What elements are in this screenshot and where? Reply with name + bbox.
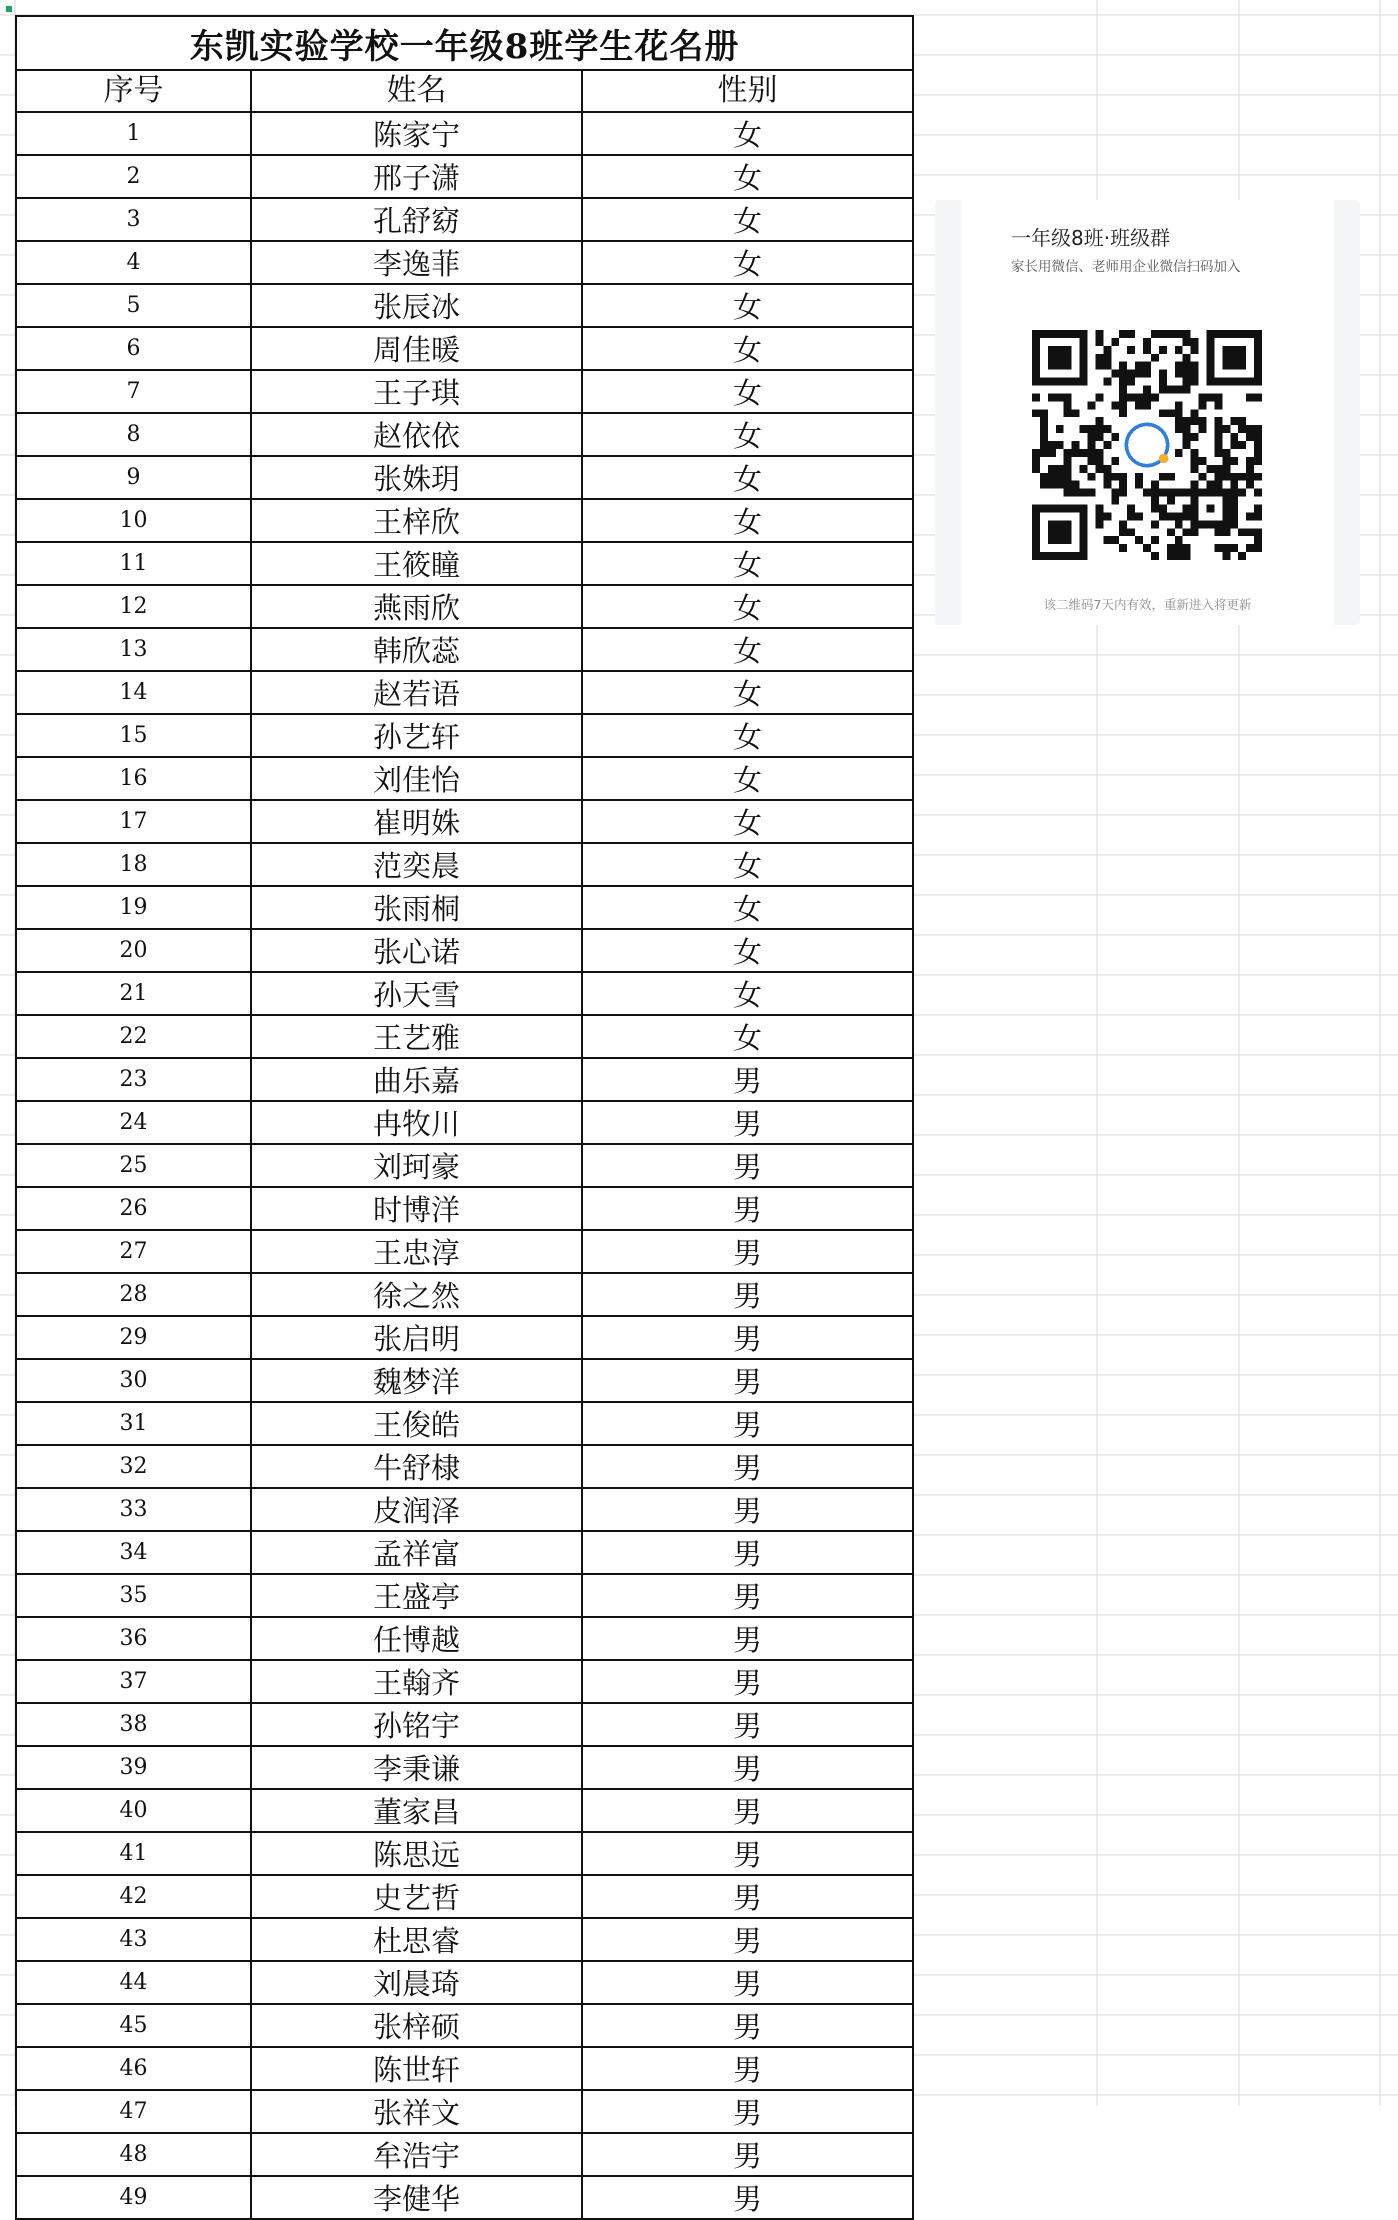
table-row [16, 1359, 913, 1402]
cell-number[interactable]: 10 [16, 499, 251, 542]
cell-name[interactable]: 牛舒棣 [251, 1445, 582, 1488]
cell-gender[interactable]: 男 [582, 1746, 913, 1789]
cell-gender[interactable]: 男 [582, 2004, 913, 2047]
cell-gender[interactable]: 女 [582, 714, 913, 757]
cell-gender[interactable]: 男 [582, 1531, 913, 1574]
table-row [16, 1187, 913, 1230]
cell-name[interactable]: 曲乐嘉 [251, 1058, 582, 1101]
cell-number[interactable]: 3 [16, 198, 251, 241]
cell-name[interactable]: 张祥文 [251, 2090, 582, 2133]
cell-name[interactable]: 张启明 [251, 1316, 582, 1359]
cell-number[interactable]: 13 [16, 628, 251, 671]
cell-gender[interactable]: 男 [582, 1832, 913, 1875]
table-row [16, 1402, 913, 1445]
cell-gender[interactable]: 女 [582, 843, 913, 886]
cell-gender[interactable]: 男 [582, 1488, 913, 1531]
table-row [16, 284, 913, 327]
cell-number[interactable]: 6 [16, 327, 251, 370]
cell-gender[interactable]: 男 [582, 1918, 913, 1961]
cell-name[interactable]: 董家昌 [251, 1789, 582, 1832]
table-row [16, 2004, 913, 2047]
cell-gender[interactable]: 男 [582, 2133, 913, 2176]
cell-name[interactable]: 张姝玥 [251, 456, 582, 499]
cell-number[interactable]: 46 [16, 2047, 251, 2090]
cell-number[interactable]: 32 [16, 1445, 251, 1488]
cell-number[interactable]: 47 [16, 2090, 251, 2133]
cell-number[interactable]: 4 [16, 241, 251, 284]
cell-name[interactable]: 陈世轩 [251, 2047, 582, 2090]
cell-gender[interactable]: 男 [582, 1617, 913, 1660]
cell-name[interactable]: 赵依依 [251, 413, 582, 456]
cell-gender[interactable]: 女 [582, 542, 913, 585]
cell-gender[interactable]: 男 [582, 1144, 913, 1187]
cell-gender[interactable]: 男 [582, 1445, 913, 1488]
cell-name[interactable]: 王忠淳 [251, 1230, 582, 1273]
cell-name[interactable]: 张辰冰 [251, 284, 582, 327]
cell-number[interactable]: 29 [16, 1316, 251, 1359]
table-row [16, 1230, 913, 1273]
cell-gender[interactable]: 女 [582, 155, 913, 198]
cell-number[interactable]: 34 [16, 1531, 251, 1574]
table-row [16, 886, 913, 929]
cell-gender[interactable]: 男 [582, 1703, 913, 1746]
table-row [16, 714, 913, 757]
table-row [16, 327, 913, 370]
table-row [16, 1488, 913, 1531]
cell-number[interactable]: 35 [16, 1574, 251, 1617]
cell-number[interactable]: 48 [16, 2133, 251, 2176]
table-row [16, 843, 913, 886]
header-gender[interactable]: 性别 [582, 70, 913, 112]
table-row [16, 2176, 913, 2219]
cell-number[interactable]: 5 [16, 284, 251, 327]
cell-name[interactable]: 范奕晨 [251, 843, 582, 886]
cell-gender[interactable]: 男 [582, 1660, 913, 1703]
cell-name[interactable]: 刘珂豪 [251, 1144, 582, 1187]
cell-name[interactable]: 赵若语 [251, 671, 582, 714]
table-row [16, 800, 913, 843]
header-name[interactable]: 姓名 [251, 70, 582, 112]
cell-gender[interactable]: 女 [582, 327, 913, 370]
cell-name[interactable]: 皮润泽 [251, 1488, 582, 1531]
cell-gender[interactable]: 女 [582, 972, 913, 1015]
table-row [16, 757, 913, 800]
cell-gender[interactable]: 男 [582, 1402, 913, 1445]
cell-name[interactable]: 张雨桐 [251, 886, 582, 929]
table-row [16, 1445, 913, 1488]
table-row [16, 628, 913, 671]
cell-number[interactable]: 40 [16, 1789, 251, 1832]
table-row [16, 1875, 913, 1918]
table-row [16, 1058, 913, 1101]
sheet-title[interactable]: 东凯实验学校一年级8班学生花名册 [16, 16, 913, 70]
table-row [16, 2090, 913, 2133]
cell-number[interactable]: 15 [16, 714, 251, 757]
table-row [16, 456, 913, 499]
table-row [16, 2047, 913, 2090]
table-row [16, 1617, 913, 1660]
cell-name[interactable]: 李秉谦 [251, 1746, 582, 1789]
cell-number[interactable]: 39 [16, 1746, 251, 1789]
cell-name[interactable]: 王筱瞳 [251, 542, 582, 585]
cell-gender[interactable]: 男 [582, 1961, 913, 2004]
cell-gender[interactable]: 男 [582, 1230, 913, 1273]
cell-gender[interactable]: 女 [582, 628, 913, 671]
cell-gender[interactable]: 女 [582, 886, 913, 929]
table-row [16, 1746, 913, 1789]
table-row [16, 1660, 913, 1703]
cell-name[interactable]: 孙铭宇 [251, 1703, 582, 1746]
cell-gender[interactable]: 女 [582, 671, 913, 714]
cell-gender[interactable]: 男 [582, 1875, 913, 1918]
cell-gender[interactable]: 男 [582, 1359, 913, 1402]
cell-gender[interactable]: 女 [582, 112, 913, 155]
cell-name[interactable]: 徐之然 [251, 1273, 582, 1316]
cell-number[interactable]: 21 [16, 972, 251, 1015]
cell-number[interactable]: 12 [16, 585, 251, 628]
cell-number[interactable]: 42 [16, 1875, 251, 1918]
cell-gender[interactable]: 男 [582, 1789, 913, 1832]
cell-name[interactable]: 孙艺轩 [251, 714, 582, 757]
cell-name[interactable]: 牟浩宇 [251, 2133, 582, 2176]
cell-name[interactable]: 刘晨琦 [251, 1961, 582, 2004]
cell-gender[interactable]: 女 [582, 1015, 913, 1058]
qr-card-footnote: 该二维码7天内有效，重新进入将更新 [1043, 597, 1252, 612]
cell-number[interactable]: 19 [16, 886, 251, 929]
table-row [16, 1832, 913, 1875]
cell-number[interactable]: 27 [16, 1230, 251, 1273]
cell-gender[interactable]: 男 [582, 1273, 913, 1316]
cell-name[interactable]: 孟祥富 [251, 1531, 582, 1574]
cell-number[interactable]: 38 [16, 1703, 251, 1746]
cell-name[interactable]: 孙天雪 [251, 972, 582, 1015]
cell-number[interactable]: 44 [16, 1961, 251, 2004]
cell-name[interactable]: 燕雨欣 [251, 585, 582, 628]
cell-gender[interactable]: 男 [582, 1187, 913, 1230]
cell-name[interactable]: 张梓硕 [251, 2004, 582, 2047]
table-row [16, 1574, 913, 1617]
cell-gender[interactable]: 女 [582, 757, 913, 800]
cell-name[interactable]: 陈家宁 [251, 112, 582, 155]
cell-name[interactable]: 孔舒窈 [251, 198, 582, 241]
cell-number[interactable]: 7 [16, 370, 251, 413]
cell-number[interactable]: 14 [16, 671, 251, 714]
cell-number[interactable]: 25 [16, 1144, 251, 1187]
cell-name[interactable]: 冉牧川 [251, 1101, 582, 1144]
cell-gender[interactable]: 男 [582, 1316, 913, 1359]
cell-name[interactable]: 李健华 [251, 2176, 582, 2219]
cell-number[interactable]: 20 [16, 929, 251, 972]
cell-number[interactable]: 9 [16, 456, 251, 499]
qr-code-icon[interactable] [1032, 330, 1262, 560]
table-row [16, 972, 913, 1015]
cell-number[interactable]: 30 [16, 1359, 251, 1402]
cell-name[interactable]: 崔明姝 [251, 800, 582, 843]
cell-number[interactable]: 16 [16, 757, 251, 800]
cell-gender[interactable]: 女 [582, 284, 913, 327]
table-row [16, 241, 913, 284]
cell-name[interactable]: 刘佳怡 [251, 757, 582, 800]
cell-name[interactable]: 王子琪 [251, 370, 582, 413]
cell-number[interactable]: 22 [16, 1015, 251, 1058]
table-row [16, 929, 913, 972]
cell-gender[interactable]: 女 [582, 370, 913, 413]
table-row [16, 112, 913, 155]
cell-name[interactable]: 王盛亭 [251, 1574, 582, 1617]
cell-number[interactable]: 31 [16, 1402, 251, 1445]
cell-number[interactable]: 24 [16, 1101, 251, 1144]
cell-name[interactable]: 时博洋 [251, 1187, 582, 1230]
cell-name[interactable]: 史艺哲 [251, 1875, 582, 1918]
table-row [16, 198, 913, 241]
cell-name[interactable]: 杜思睿 [251, 1918, 582, 1961]
table-row [16, 1789, 913, 1832]
cell-gender[interactable]: 女 [582, 198, 913, 241]
table-row [16, 370, 913, 413]
table-row [16, 585, 913, 628]
cell-number[interactable]: 37 [16, 1660, 251, 1703]
cell-gender[interactable]: 女 [582, 241, 913, 284]
cell-name[interactable]: 王翰齐 [251, 1660, 582, 1703]
table-row [16, 1316, 913, 1359]
cell-number[interactable]: 2 [16, 155, 251, 198]
cell-number[interactable]: 49 [16, 2176, 251, 2219]
corner-marker [6, 6, 12, 12]
cell-number[interactable]: 11 [16, 542, 251, 585]
cell-name[interactable]: 王艺雅 [251, 1015, 582, 1058]
roster-table [15, 15, 912, 2216]
cell-name[interactable]: 韩欣蕊 [251, 628, 582, 671]
cell-gender[interactable]: 女 [582, 413, 913, 456]
cell-number[interactable]: 33 [16, 1488, 251, 1531]
cell-number[interactable]: 28 [16, 1273, 251, 1316]
cell-number[interactable]: 45 [16, 2004, 251, 2047]
table-row [16, 1273, 913, 1316]
table-row [16, 1531, 913, 1574]
cell-name[interactable]: 李逸菲 [251, 241, 582, 284]
cell-gender[interactable]: 男 [582, 2176, 913, 2219]
cell-number[interactable]: 43 [16, 1918, 251, 1961]
cell-name[interactable]: 陈思远 [251, 1832, 582, 1875]
cell-gender[interactable]: 女 [582, 499, 913, 542]
table-row [16, 1101, 913, 1144]
table-row [16, 413, 913, 456]
cell-number[interactable]: 23 [16, 1058, 251, 1101]
table-row [16, 1918, 913, 1961]
table-row [16, 2133, 913, 2176]
cell-name[interactable]: 张心诺 [251, 929, 582, 972]
cell-number[interactable]: 18 [16, 843, 251, 886]
header-number[interactable]: 序号 [16, 70, 251, 112]
cell-name[interactable]: 魏梦洋 [251, 1359, 582, 1402]
table-row [16, 155, 913, 198]
cell-gender[interactable]: 男 [582, 1574, 913, 1617]
cell-gender[interactable]: 男 [582, 1058, 913, 1101]
cell-name[interactable]: 周佳暖 [251, 327, 582, 370]
table-row [16, 1703, 913, 1746]
table-row [16, 1144, 913, 1187]
cell-number[interactable]: 17 [16, 800, 251, 843]
qr-card[interactable] [935, 200, 1360, 625]
cell-number[interactable]: 36 [16, 1617, 251, 1660]
cell-number[interactable]: 1 [16, 112, 251, 155]
cell-gender[interactable]: 男 [582, 2090, 913, 2133]
cell-gender[interactable]: 女 [582, 800, 913, 843]
cell-name[interactable]: 王梓欣 [251, 499, 582, 542]
cell-number[interactable]: 8 [16, 413, 251, 456]
cell-name[interactable]: 王俊皓 [251, 1402, 582, 1445]
cell-gender[interactable]: 女 [582, 456, 913, 499]
cell-number[interactable]: 26 [16, 1187, 251, 1230]
qr-card-subtitle: 家长用微信、老师用企业微信扫码加入 [1011, 259, 1241, 275]
cell-gender[interactable]: 女 [582, 929, 913, 972]
table-row [16, 542, 913, 585]
cell-gender[interactable]: 男 [582, 1101, 913, 1144]
table-row [16, 499, 913, 542]
cell-gender[interactable]: 女 [582, 585, 913, 628]
cell-name[interactable]: 邢子潇 [251, 155, 582, 198]
table-row [16, 1015, 913, 1058]
cell-gender[interactable]: 男 [582, 2047, 913, 2090]
qr-card-title: 一年级8班·班级群 [1011, 226, 1171, 250]
cell-name[interactable]: 任博越 [251, 1617, 582, 1660]
cell-number[interactable]: 41 [16, 1832, 251, 1875]
table-row [16, 1961, 913, 2004]
table-row [16, 671, 913, 714]
